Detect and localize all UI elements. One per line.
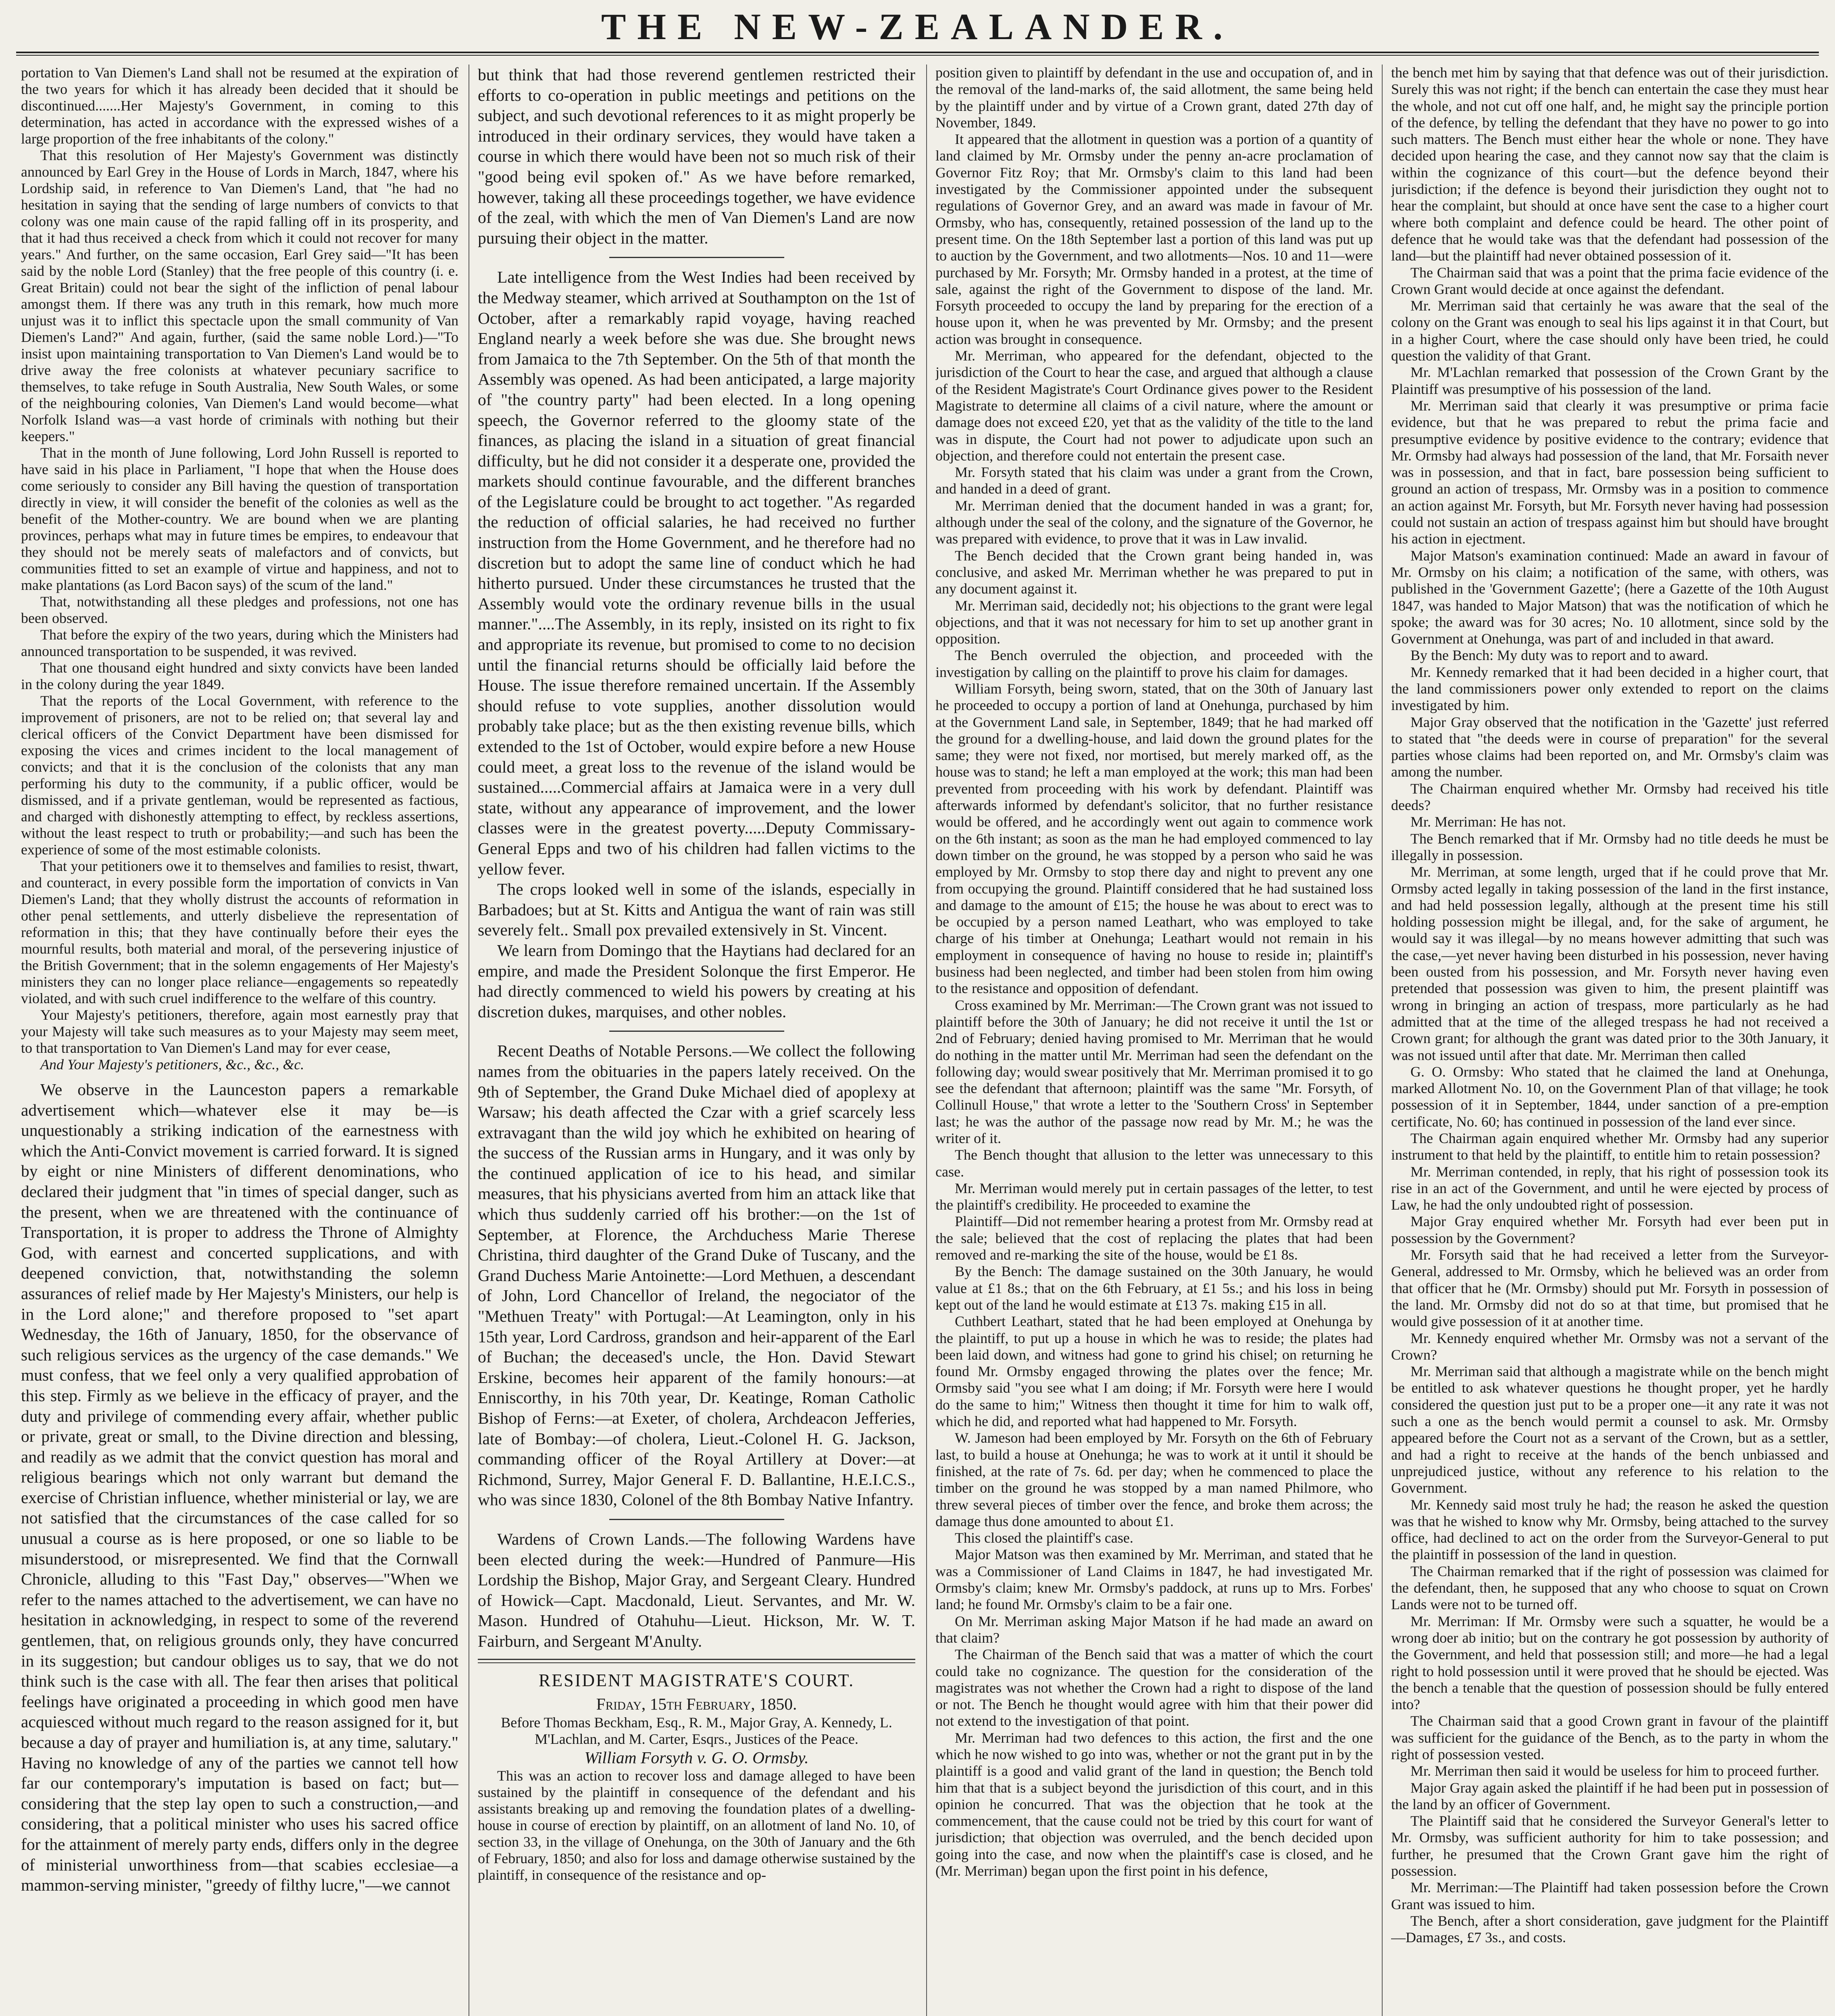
column-3 (935, 65, 1373, 2016)
section-divider (609, 257, 784, 258)
court-paragraph: William Forsyth, being sworn, stated, that on the 30th of January last he proceeded to occupy a portion of land at Onehunga, purchased by him at the Government Land sale, in September, 1849; that he had marked off the ground for a dwelling-house, and laid down the ground plates for the same; they were not fixed, nor mortised, but merely marked off, as the house was to stand; he left a man employed at the work; this man had been prevented from proceeding with his work by defendant. Plaintiff was afterwards informed by defendant's solicitor, that no further resistance would be offered, and he accordingly went out again to commence work on the 6th instant; as soon as the man he had employed commenced to lay down timber on the ground, he was stopped by a person who said he was employed by Mr. Ormsby to stop there day and night to prevent any one from occupying the ground. Plaintiff considered that he had sustained loss and damage to the amount of £15; the house he was about to erect was to be occupied by a person named Leathart, who was employed to take charge of his timber at Onehunga; Leathart would not remain in his employment in consequence of having no house to reside in; plaintiff's business had been neglected, and timber had been stolen from him owing to the resistance and opposition of defendant. (935, 680, 1373, 997)
article-paragraph: but think that had those reverend gentlemen restricted their efforts to co-operation in public meetings and petitions on the subject, and such devotional references to it as might properly be introduced in their ordinary services, they would have taken a course in which there would have been not so much risk of their "good being evil spoken of." As we have before remarked, however, taking all these proceedings together, we have evidence of the zeal, with which the men of Van Diemen's Land are now pursuing their object in the matter. (478, 65, 915, 247)
court-paragraph: Mr. Forsyth stated that his claim was under a grant from the Crown, and handed in a deed of grant. (935, 464, 1373, 497)
column-divider (926, 65, 927, 2016)
court-paragraph: It appeared that the allotment in question was a portion of a quantity of land claimed by Mr. Ormsby under the penny an-acre proclamation of Governor Fitz Roy; that Mr. Ormsby's claim to this land had been investigated by the Commissioner appointed under the subsequent regulations of Governor Grey, and an award was made in favour of Mr. Ormsby, who has, consequently, retained possession of the land up to the present time. On the 18th September last a portion of this land was put up to auction by the Government, and two allotments—Nos. 10 and 11—were purchased by Mr. Forsyth; Mr. Ormsby handed in a protest, at the time of sale, against the right of the Government to dispose of the land. Mr. Forsyth proceeded to occupy the land by preparing for the erection of a house upon it, when he was prevented by Mr. Ormsby; and the present action was brought in consequence. (935, 131, 1373, 347)
court-paragraph: Mr. Merriman denied that the document handed in was a grant; for, although under the seal of the colony, and the signature of the Governor, he was prepared with evidence, to prove that it was in Law invalid. (935, 497, 1373, 547)
court-paragraph: Cuthbert Leathart, stated that he had been employed at Onehunga by the plaintiff, to put up a house in which he was to reside; the plates had been laid down, and witness had gone to grind his chisel; on returning he found Mr. Ormsby engaged throwing the plates over the fence; Mr. Ormsby said "you see what I am doing; if Mr. Forsyth were here I would do the same to him;" Witness then thought it time for him to walk off, which he did, and reported what had happened to Mr. Forsyth. (935, 1313, 1373, 1430)
court-paragraph: By the Bench: The damage sustained on the 30th January, he would value at £1 8s.; that on the 6th February, at £1 5s.; and his loss in being kept out of the land he would estimate at £13 7s. making £15 in all. (935, 1263, 1373, 1313)
court-paragraph: Mr. Merriman, who appeared for the defendant, objected to the jurisdiction of the Court to hear the case, and argued that although a clause of the Resident Magistrate's Court Ordinance gives power to the Resident Magistrate to determine all claims of a civil nature, where the amount or damage does not exceed £20, yet that as the validity of the title to the land was in dispute, the Court had not power to adjudicate upon such an objection, and therefore could not entertain the present case. (935, 348, 1373, 464)
court-paragraph: W. Jameson had been employed by Mr. Forsyth on the 6th of February last, to build a house at Onehunga; he was to work at it until it should be finished, at the rate of 7s. 6d. per day; when he commenced to place the timber on the ground he was stopped by a man named Philmore, who threw several pieces of timber over the fence, and broke them across; the damage thus done amounted to about £1. (935, 1430, 1373, 1529)
petition-closing: And Your Majesty's petitioners, &c., &c., &c. (40, 1056, 304, 1073)
court-case-title: William Forsyth v. G. O. Ormsby. (584, 1748, 809, 1767)
haiti-news: We learn from Domingo that the Haytians had declared for an empire, and made the President Solonque the first Emperor. He had directly commenced to wield his powers by creating at his discretion dukes, marquises, and other nobles. (478, 941, 915, 1021)
masthead (0, 0, 1835, 56)
court-paragraph: Major Matson was then examined by Mr. Merriman, and stated that he was a Commissioner of Land Claims in 1847, he had investigated Mr. Ormsby's claim; knew Mr. Ormsby's paddock, at runs up to Mrs. Forbes' land; he found Mr. Ormsby's claim to be a fair one. (935, 1546, 1373, 1613)
court-paragraph: Mr. Kennedy remarked that it had been decided in a higher court, that the land commissioners power only extended to report on the claims investigated by him. (1391, 664, 1829, 714)
court-paragraph: Mr. Merriman: If Mr. Ormsby were such a squatter, he would be a wrong doer ab initio; but on the contrary he got possession by authority of the Government, and held that possession still; and more—he had a legal right to hold possession until it were proved that he should be ejected. Was the bench a tenable that the question of possession should be fully entered into? (1391, 1613, 1829, 1713)
petition-paragraph: That the reports of the Local Government, with reference to the improvement of prisoners, are not to be relied on; that several lay and clerical officers of the Convict Department have been dismissed for exposing the vices and crimes incident to the local management of convicts; and that it is the conclusion of the colonists that any man performing his duty to the community, if a public officer, would be dismissed, and if a private gentleman, would be represented as factious, and charged with dishonestly attempting to effect, by reckless assertions, without the least respect to truth or probability;—and such has been the experience of some of the most estimable colonists. (21, 693, 458, 858)
section-divider (609, 1031, 784, 1032)
court-paragraph: The Chairman said that was a point that the prima facie evidence of the Crown Grant would decide at once against the defendant. (1391, 264, 1829, 297)
west-indies-news: Late intelligence from the West Indies had been received by the Medway steamer, which arrived at Southampton on the 1st of October, after a remarkably rapid voyage, having reached England nearly a week before she was due. She brought news from Jamaica to the 7th September. On the 5th of that month the Assembly was opened. As had been anticipated, a large majority of "the country party" had been elected. In a long opening speech, the Governor referred to the gloomy state of the finances, as placing the island in a situation of great financial difficulty, but he did not consider it a desperate one, provided the markets should continue favourable, and the different branches of the Legislature could be brought to act together. "As regarded the reduction of official salaries, he had received no further instruction from the Home Government, and he therefore had no discretion but to adopt the same line of conduct which he had hitherto pursued. Under these circumstances he trusted that the Assembly would vote the ordinary revenue bills in the usual manner."....The Assembly, in its reply, insisted on its right to fix and appropriate its revenue, but promised to come to no decision until the financial returns should be officially laid before the House. The issue therefore remained uncertain. If the Assembly should refuse to vote supplies, another dissolution would probably take place; but as the then existing revenue bills, which extended to the 1st of October, would expire before a new House could meet, a great loss to the revenue of the island would be sustained.....Commercial affairs at Jamaica were in a very dull state, without any appearance of improvement, and the lower classes were in the greatest poverty.....Deputy Commissary-General Epps and two of his children had fallen victims to the yellow fever. (478, 268, 915, 878)
court-paragraph: Cross examined by Mr. Merriman:—The Crown grant was not issued to plaintiff before the 30th of January; he did not receive it until the 1st or 2nd of February; denied having promised to Mr. Merriman that he would do nothing in the matter until Mr. Merriman had seen the defendant on the following day; would swear positively that Mr. Merriman promised it to go see the defendant that afternoon; plaintiff was the same "Mr. Forsyth, of Collinull House," that wrote a letter to the 'Southern Cross' in September last; he was the author of the passage now read by Mr. M.; he was the writer of it. (935, 997, 1373, 1146)
court-paragraph: Mr. Forsyth said that he had received a letter from the Surveyor-General, addressed to Mr. Ormsby, which he believed was an order from that officer that he (Mr. Ormsby) should put Mr. Forsyth in possession of the land. Mr. Ormsby did not do so at that time, but promised that he would give possession of it at another time. (1391, 1247, 1829, 1330)
court-paragraph: Mr. Kennedy enquired whether Mr. Ormsby was not a servant of the Crown? (1391, 1330, 1829, 1363)
masthead-rule (16, 52, 1819, 53)
court-paragraph: Plaintiff—Did not remember hearing a protest from Mr. Ormsby read at the sale; believed that the cost of replacing the plates that had been removed and re-marking the site of the house, would be £1 8s. (935, 1213, 1373, 1263)
court-paragraph: the bench met him by saying that that defence was out of their jurisdiction. Surely this was not right; if the bench can entertain the case they must hear the whole, and not cut off one half, and, he might say the principle portion of the defence, by telling the defendant that they have no power to go into such matters. The Bench must either hear the whole or none. They have decided upon hearing the case, and they cannot now say that the claim is within the cognizance of this court—but the defence beyond their jurisdiction; if the defence is beyond their jurisdiction they ought not to hear the complaint, but should at once have sent the case to a higher court where both complaint and defence could be heard. The other point of defence that he would take was that the defendant had possession of the land—but the plaintiff had never obtained possession of it. (1391, 65, 1829, 264)
court-paragraph: Mr. Merriman contended, in reply, that his right of possession took its rise in an act of the Government, and until he were ejected by process of Law, he had the only undoubted right of possession. (1391, 1163, 1829, 1213)
column-divider (1382, 65, 1383, 2016)
court-paragraph: The Bench decided that the Crown grant being handed in, was conclusive, and asked Mr. Merriman whether he was prepared to put in any document against it. (935, 547, 1373, 597)
petition-paragraph: That one thousand eight hundred and sixty convicts have been landed in the colony during the year 1849. (21, 660, 458, 692)
court-paragraph: Mr. Kennedy said most truly he had; the reason he asked the question was that he wished to know why Mr. Ormsby, being attached to the survey office, had declined to act on the order from the Surveyor-General to put the plaintiff in possession of the land in question. (1391, 1496, 1829, 1563)
court-paragraph: The Chairman said that a good Crown grant in favour of the plaintiff was sufficient for the guidance of the Bench, as to the party in whom the right of possession vested. (1391, 1713, 1829, 1762)
petition-paragraph: That, notwithstanding all these pledges and professions, not one has been observed. (21, 594, 458, 626)
petition-paragraph: That this resolution of Her Majesty's Government was distinctly announced by Earl Grey in the House of Lords in March, 1847, where his Lordship said, in reference to Van Diemen's Land, that "he had no hesitation in saying that the sending of large numbers of convicts to that colony was one main cause of the rapid falling off in its prosperity, and that it had thus received a check from which it could not recover for many years." And further, on the same occasion, Earl Grey said—"It has been said by the noble Lord (Stanley) that the free people of this country (i. e. Great Britain) could not bear the sight of the infliction of penal labour amongst them. If there was any truth in this remark, how much more unjust was it to inflict this spectacle upon the small community of Van Diemen's Land?" And again, further, (said the same noble Lord.)—"To insist upon maintaining transportation to Van Diemen's Land would be to drive away the free colonists at whatever pecuniary sacrifice to themselves, to take refuge in South Australia, New South Wales, or some of the neighbouring colonies, Van Diemen's Land would become—what Norfolk Island was—a vast horde of criminals with nothing but their keepers." (21, 147, 458, 444)
court-paragraph: The Chairman enquired whether Mr. Ormsby had received his title deeds? (1391, 780, 1829, 814)
column-1 (21, 65, 458, 2016)
court-paragraph: The Chairman again enquired whether Mr. Ormsby had any superior instrument to that held by the plaintiff, to entitle him to retain possession? (1391, 1130, 1829, 1163)
petition-paragraph: portation to Van Diemen's Land shall not be resumed at the expiration of the two years for which it has already been decided that it should be discontinued.......Her Majesty's Government, in coming to this determination, has acted in accordance with the expressed wishes of a large proportion of the free inhabitants of the colony." (21, 65, 458, 147)
court-paragraph: Mr. Merriman then said it would be useless for him to proceed further. (1410, 1763, 1819, 1779)
court-paragraph: Mr. M'Lachlan remarked that possession of the Crown Grant by the Plaintiff was presumptive of his possession of the land. (1391, 364, 1829, 397)
court-paragraph: Mr. Merriman said that clearly it was presumptive or prima facie evidence, but that he was prepared to rebut the prima facie and presumptive evidence by positive evidence to the contrary; evidence that Mr. Ormsby had always had possession of the land, that Mr. Forsaith never was in possession, and that in fact, bare possession being sufficient to ground an action of trespass, Mr. Ormsby was in a position to commence an action against Mr. Forsyth, but Mr. Forsyth never having had possession could not sustain an action of trespass against him but should have brought his action in ejectment. (1391, 397, 1829, 547)
west-indies-news: The crops looked well in some of the islands, especially in Barbadoes; but at St. Kitts and Antigua the want of rain was still severely felt.. Small pox prevailed extensively in St. Vincent. (478, 880, 915, 939)
court-paragraph: The Bench thought that allusion to the letter was unnecessary to this case. (935, 1147, 1373, 1180)
court-paragraph: The Bench overruled the objection, and proceeded with the investigation by calling on the plaintiff to prove his claim for damages. (935, 647, 1373, 680)
court-paragraph: The Chairman remarked that if the right of possession was claimed for the defendant, then, he supposed that any who choose to squat on Crown Lands were not to be turned off. (1391, 1563, 1829, 1613)
court-paragraph: Major Gray again asked the plaintiff if he had been put in possession of the land by an officer of Government. (1391, 1779, 1829, 1812)
obituaries-paragraph: Recent Deaths of Notable Persons.—We collect the following names from the obituaries in the papers lately received. On the 9th of September, the Grand Duke Michael died of apoplexy at Warsaw; his death affected the Czar with a grief scarcely less extravagant than the wild joy which he exhibited on hearing of the success of the Russian arms in Hungary, and it was only by the continued application of ice to his head, and similar measures, that his physicians averted from him an attack like that which thus suddenly carried off his brother:—on the 1st of September, at Florence, the Archduchess Marie Therese Christina, third daughter of the Grand Duke of Tuscany, and the Grand Duchess Marie Antoinette:—Lord Methuen, a descendant of John, Lord Chancellor of Ireland, the negociator of the "Methuen Treaty" with Portugal:—At Leamington, only in his 15th year, Lord Cardross, grandson and heir-apparent of the Earl of Buchan; the deceased's uncle, the Hon. David Stewart Erskine, becomes heir apparent of the family honours:—at Enniscorthy, in his 70th year, Dr. Keatinge, Roman Catholic Bishop of Ferns:—at Exeter, of cholera, Archdeacon Jefferies, late of Bombay:—of cholera, Lieut.-Colonel H. G. Jackson, commanding officer of the Royal Artillery at Dover:—at Richmond, Surrey, Major General F. D. Ballantine, H.E.I.C.S., who was since 1830, Colonel of the 8th Bombay Native Infantry. (478, 1041, 915, 1509)
court-paragraph: Mr. Merriman said that although a magistrate while on the bench might be entitled to ask whatever questions he thought proper, yet he hardly considered the question just put to be a proper one—it any rate it was not such a one as the bench would permit a counsel to ask. Mr. Ormsby appeared before the Court not as a servant of the Crown, but as a settler, and had a right to receive at the hands of the bench unbiassed and unprejudiced justice, without any reference to his relation to the Government. (1391, 1363, 1829, 1496)
court-judgment: The Bench, after a short consideration, gave judgment for the Plaintiff—Damages, £7 3s., and costs. (1391, 1912, 1829, 1946)
court-paragraph: This closed the plaintiff's case. (955, 1530, 1133, 1546)
court-paragraph: Mr. Merriman would merely put in certain passages of the letter, to test the plaintiff's credibility. He proceeded to examine the (935, 1180, 1373, 1213)
court-paragraph: Major Matson's examination continued: Made an award in favour of Mr. Ormsby on his claim; a notification of the same, with others, was published in the 'Government Gazette'; (here a Gazette of the 10th August 1847, was handed to Major Matson) that was the notification of which he spoke; the award was for 30 acres; No. 10 allotment, since sold by the Government at Onehunga, was part of and included in that award. (1391, 547, 1829, 647)
petition-paragraph: That before the expiry of the two years, during which the Ministers had announced transportation to be suspended, it was revived. (21, 627, 458, 659)
court-paragraph: Mr. Merriman: He has not. (1410, 814, 1566, 830)
court-paragraph: Major Gray observed that the notification in the 'Gazette' just referred to stated that "the deeds were in course of preparation" for the several parties whose claims had been reported on, and Mr. Ormsby's claim was among the number. (1391, 714, 1829, 780)
court-paragraph: Mr. Merriman, at some length, urged that if he could prove that Mr. Ormsby acted legally in taking possession of the land in the first instance, and had held possession legally, although at the present time his still holding possession might be illegal, and, for the sake of argument, he would say it was illegal—by no means however admitting that such was the case,—yet never having been disturbed in his possession, never having been ousted from his possession, and Mr. Forsyth never having even pretended that possession was given to him, the present plaintiff was wrong in bringing an action of trespass, more particularly as he had admitted that at the time of the alleged trespass he had not received a Crown grant; for although the grant was dated prior to the 30th January, it was not issued until after that date. Mr. Merriman then called (1391, 864, 1829, 1063)
article-paragraph: We observe in the Launceston papers a remarkable advertisement which—whatever else it may be—is unquestionably a striking indication of the earnestness with which the Anti-Convict movement is carried forward. It is signed by eight or nine Ministers of different denominations, who declared their judgment that "in times of special danger, such as the present, when we are threatened with the continuance of Transportation, it is proper to address the Throne of Almighty God, with earnest and concerted supplications, and with deepened conviction, that, notwithstanding the solemn assurances of relief made by Her Majesty's Ministers, our help is in the Lord alone;" and therefore proposed to "set apart Wednesday, the 16th of January, 1850, for the observance of such religious services as the urgency of the case demands." We must confess, that we feel only a very qualified approbation of this step. Firmly as we believe in the efficacy of prayer, and the duty and privilege of commending every affair, whether public or private, great or small, to the Divine direction and blessing, and readily as we admit that the convict question has moral and religious bearings which not only warrant but demand the exercise of Christian influence, whether ministerial or lay, we are not satisfied that the circumstances of the case called for so unusual a course as is here proposed, or one so liable to be misunderstood, or misrepresented. We find that the Cornwall Chronicle, alluding to this "Fast Day," observes—"When we refer to the names attached to the advertisement, we can have no hesitation in acknowledging, in respect to some of the reverend gentlemen, that, on religious grounds only, they have concurred in its suggestion; but candour obliges us to say, that we do not think such is the case with all. The fear then arises that political feelings have originated a proceeding in which good men have acquiesced without much regard to the reason assigned for it, but because a day of prayer and humiliation is, at any time, salutary." Having no knowledge of any of the parties we cannot tell how far our contemporary's imputation is based on fact; but—considering that the step lay open to such a construction,—and considering, that a political minister who uses his sacred office for the attainment of merely party ends, differs only in the degree of ministerial unworthiness from—that scabies ecclesiae—a mammon-serving minister, "greedy of filthy lucre,"—we cannot (21, 1080, 458, 1895)
court-paragraph: This was an action to recover loss and damage alleged to have been sustained by the plaintiff in consequence of the defendant and his assistants breaking up and removing the foundation plates of a dwelling-house in course of erection by plaintiff, on an allotment of land No. 10, of section 33, in the village of Onehunga, on the 30th of January and the 6th of February, 1850; and also for loss and damage otherwise sustained by the plaintiff, in consequence of the resistance and op- (478, 1768, 915, 1883)
petition-paragraph: That your petitioners owe it to themselves and families to resist, thwart, and counteract, in every possible form the importation of convicts in Van Diemen's Land; that they wholly distrust the accounts of reformation in other penal settlements, and utterly disbelieve the representation of reformation in this; that they have continually before their eyes the mournful results, both material and moral, of the persevering injustice of the British Government; that in the solemn engagements of Her Majesty's ministers they can no longer place reliance—engagements so repeatedly violated, and with such cruel indifference to the welfare of this country. (21, 858, 458, 1006)
court-paragraph: Major Gray enquired whether Mr. Forsyth had ever been put in possession by the Government? (1391, 1213, 1829, 1246)
court-paragraph: G. O. Ormsby: Who stated that he claimed the land at Onehunga, marked Allotment No. 10, on the Government Plan of that village; he took possession of it in September, 1844, under sanction of a pre-emption certificate, No. 60; has continued in possession of the land ever since. (1391, 1063, 1829, 1130)
court-heading: RESIDENT MAGISTRATE'S COURT. (538, 1670, 855, 1690)
court-paragraph: The Chairman of the Bench said that was a matter of which the court could take no cognizance. The question for the consideration of the magistrates was not whether the Crown had a right to dispose of the land or not. The Bench he thought would agree with him that their power did not extend to the investigation of that point. (935, 1646, 1373, 1729)
column-2 (478, 65, 915, 2016)
court-date: Friday, 15th February, 1850. (596, 1695, 797, 1714)
newspaper-title: THE NEW-ZEALANDER. (601, 6, 1234, 47)
petition-paragraph: That in the month of June following, Lord John Russell is reported to have said in his place in Parliament, "I hope that when the House does come seriously to consider any Bill having the question of transportation directly in view, it will consider the benefit of the colonies as well as the benefit of the Mother-country. We are bound when we are planting provinces, perhaps what may in future times be empires, to endeavour that they should not be merely seats of malefactors and of convicts, but communities fitted to set an example of virtue and happiness, and not to make plantations (as Lord Bacon says) of the scum of the land." (21, 445, 458, 593)
section-divider (609, 1519, 784, 1520)
section-rule-thin (478, 1662, 915, 1663)
court-bench: Before Thomas Beckham, Esq., R. M., Major Gray, A. Kennedy, L. M'Lachlan, and M. Carter, Esqrs., Justices of the Peace. (501, 1714, 892, 1747)
wardens-paragraph: Wardens of Crown Lands.—The following Wardens have been elected during the week:—Hundred of Panmure—His Lordship the Bishop, Major Gray, and Sergeant Cleary. Hundred of Howick—Capt. Macdonald, Lieut. Servantes, and Mr. W. Mason. Hundred of Otahuhu—Lieut. Hickson, Mr. W. T. Fairburn, and Sergeant M'Anulty. (478, 1529, 915, 1650)
court-paragraph: The Bench remarked that if Mr. Ormsby had no title deeds he must be illegally in possession. (1391, 830, 1829, 863)
section-rule (478, 1659, 915, 1660)
column-4 (1391, 65, 1829, 2016)
court-paragraph: position given to plaintiff by defendant in the use and occupation of, and in the removal of the land-marks of, the said allotment, the same being held by the plaintiff under and by virtue of a Crown grant, dated 27th day of November, 1849. (935, 65, 1373, 131)
court-paragraph: Mr. Merriman said, decidedly not; his objections to the grant were legal objections, and that it was not necessary for him to set up another grant in opposition. (935, 597, 1373, 647)
court-paragraph: On Mr. Merriman asking Major Matson if he had made an award on that claim? (935, 1613, 1373, 1646)
court-paragraph: By the Bench: My duty was to report and to award. (1410, 647, 1708, 664)
court-paragraph: Mr. Merriman said that certainly he was aware that the seal of the colony on the Grant was enough to seal his lips against it in that Court, but in a higher Court, where the case should only have been tried, he could question the validity of that Grant. (1391, 298, 1829, 364)
masthead-rule-thin (16, 55, 1819, 56)
court-paragraph: Mr. Merriman:—The Plaintiff had taken possession before the Crown Grant was issued to him. (1391, 1879, 1829, 1912)
court-paragraph: Mr. Merriman had two defences to this action, the first and the one which he now wished to go into was, whether or not the grant put in by the plaintiff is a good and valid grant of the land in question; the Bench told him that that is a subject beyond the jurisdiction of this court, and in this opinion he concurred. That was the objection that he took at the commencement, that the cause could not be tried by this court for want of jurisdiction; that objection was overruled, and the bench decided upon going into the case, and now when the plaintiff's case is closed, and he (Mr. Merriman) began upon the first point in his defence, (935, 1729, 1373, 1879)
court-paragraph: The Plaintiff said that he considered the Surveyor General's letter to Mr. Ormsby, was sufficient authority for him to take possession; and further, he presumed that the Crown Grant gave him the right of possession. (1391, 1813, 1829, 1879)
petition-paragraph: Your Majesty's petitioners, therefore, again most earnestly pray that your Majesty will take such measures as to your Majesty may seem meet, to that transportation to Van Diemen's Land may for ever cease, (21, 1007, 458, 1056)
